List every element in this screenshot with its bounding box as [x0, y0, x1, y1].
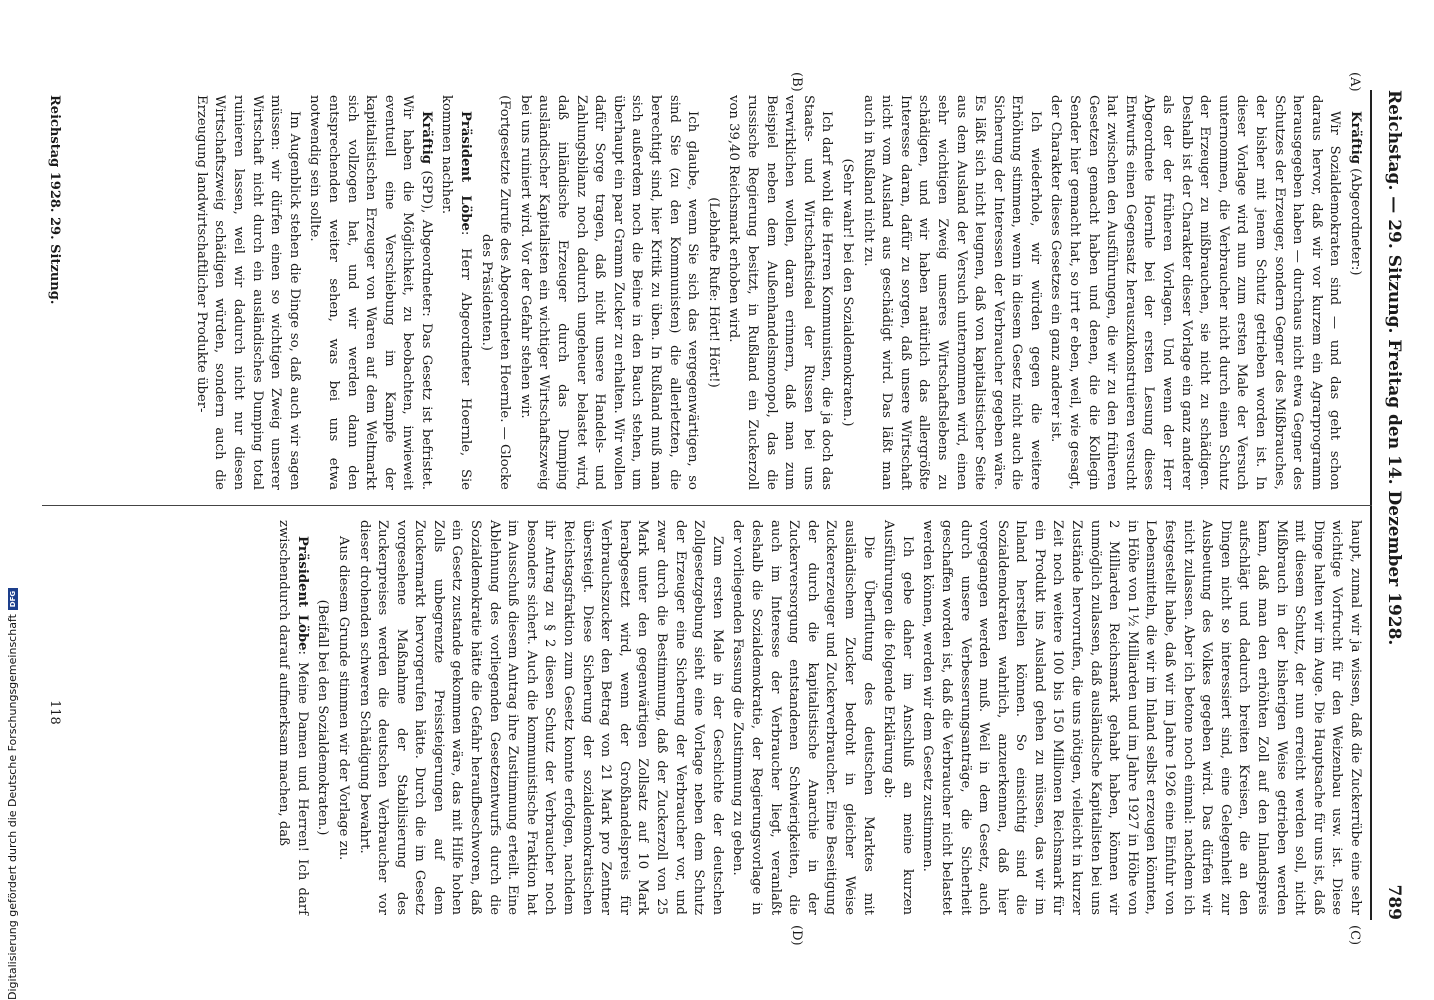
paragraph [1345, 95, 1364, 490]
paragraph-text: Im Augenblick stehen die Dinge so, daß auch wir sagen müssen: wir dürfen einen so wichtigen Zweig unserer Wirtschaft nicht durch ein ausländisches Dumping total ruinieren lassen, weil wir dadurch nicht nur diesen Wirtschaftszweig schädigen würden, sondern auch die Erzeugung landwirtschaftlicher Produkte über- [193, 95, 302, 490]
paragraph-text: (Fortgesetzte Zurufe des Abgeordneten Hoernle. — Glocke des Präsidenten.) [478, 95, 513, 490]
paragraph [305, 95, 435, 490]
paragraph-text: : Herr Abgeordneter Hoernle, Sie kommen nachher. [439, 95, 474, 490]
speaker-name: Präsident Löbe [458, 111, 474, 231]
paragraph-text: (Abgeordneter:) [1348, 163, 1363, 276]
paragraph-text: (SPD), Abgeordneter: Das Gesetz ist befristet. Wir haben die Möglichkeit, zu beobachten, inwieweit eventuell eine Verschiebung im Kampfe der kapitalistischen Erzeuger von Waren auf dem Weltmarkt sich vollzogen hat, und wir werden dann den entsprechenden weiter sehen, was bei uns etwa notwendig sein sollte. [307, 95, 434, 490]
margin-mark-b: (B) [789, 72, 804, 92]
dfg-logo: DFG [8, 588, 18, 610]
paragraph [703, 95, 722, 490]
paragraph-text: (Sehr wahr! bei den Sozialdemokraten.) [839, 158, 855, 427]
margin-mark-c: (C) [1347, 925, 1362, 946]
paragraph [476, 95, 513, 490]
paragraph [313, 520, 332, 915]
paragraph-text: Zum ersten Male in der Geschichte der deutschen Zollgesetzgebung sieht eine Vorlage neben dem Schutz der Erzeuger eine Sicherung der Verbraucher vor, und zwar durch die Bestimmung, daß der Zuckerzoll von 25 Mark unter den gegenwärtigen Zollsatz auf 10 Mark herabgesetzt wird, wenn der Großhandelspreis für Verbrauchszucker den Betrag von 21 Mark pro Zentner übersteigt. Diese Sicherung der sozialdemokratischen Reichstagsfraktion zum Gesetz konnte erfolgen, nachdem ihr Antrag zu § 2 diesen Schutz der Verbraucher noch besonders sichert. Auch die kommunistische Fraktion hat im Ausschuß diesem Antrag ihre Zustimmung erteilt. Eine Ablehnung des vorliegenden Gesetzentwurfs durch die Sozialdemokratie hätte die Gefahr heraufbeschworen, daß ein Gesetz zustande gekommen wäre, das mit Hilfe hohen Zolls unbegrenzte Preissteigerungen auf dem Zuckermarkt hervorgerufen hätte. Durch die im Gesetz vorgesehene Maßnahme der Stabilisierung des Zuckerpreises werden die deutschen Verbraucher vor dieser drohenden schweren Schädigung bewahrt. [356, 520, 725, 915]
paragraph [724, 95, 836, 490]
paragraph-text: haupt, zumal wir ja wissen, daß die Zuckerrübe eine sehr wichtige Vorfrucht für den Weizenbau usw. ist. Diese Dinge halten wir im Auge. Die Hauptsache für uns ist, daß mit diesem Schutz, der nun erreicht werden soll, nicht Mißbrauch in der bisherigen Weise getrieben werden kann, daß man den erhöhten Zoll auf den Inlandspreis aufschlägt und dadurch breiten Kreisen, die an den Dingen nicht so interessiert sind, eine Gelegenheit zur Ausbeutung des Volkes gegeben wird. Das dürfen wir nicht zulassen. Aber ich betone noch einmal: nachdem ich festgestellt habe, daß wir im Jahre 1926 eine Einfuhr von Lebensmitteln, die wir im Inland selbst erzeugen könnten, in Höhe von 1½ Milliarden und im Jahre 1927 in Höhe von 2 Milliarden Reichsmark gehabt haben, können wir unmöglich zulassen, daß ausländische Kapitalisten bei uns Zustände hervorrufen, die uns nötigen, vielleicht in kurzer Zeit noch weitere 100 bis 150 Millionen Reichsmark für ein Produkt ins Ausland gehen zu müssen, das wir im Inland herstellen können. So einsichtig sind die Sozialdemokraten wahrlich, anzuerkennen, daß hier vorgegangen werden muß. Weil in dem Gesetz, auch durch unsere Verbesserungsanträge, die Sicherheit geschaffen worden ist, daß die Verbraucher nicht belastet werden können, werden wir dem Gesetz zustimmen. [920, 520, 1363, 915]
footer-session: Reichstag 1928. 29. Sitzung. [47, 95, 62, 305]
running-head: Reichstag. — 29. Sitzung. Freitag den 14. Dezember 1928. [1384, 90, 1404, 646]
paragraph [858, 95, 1044, 490]
paragraph-text: Ich gebe daher im Anschluß an meine kurzen Ausführungen die folgende Erklärung ab: [881, 520, 915, 915]
funding-note-text: Digitalisierung gefördert durch die Deutsche Forschungsgemeinschaft [6, 614, 19, 1000]
page-number: 789 [1384, 884, 1404, 920]
paragraph-text: Aus diesem Grunde stimmen wir der Vorlage zu. [335, 536, 351, 861]
paragraph [728, 520, 877, 915]
paragraph [837, 95, 856, 490]
footer-number: 118 [47, 700, 62, 725]
left-column [189, 95, 1364, 490]
paragraph-text: Ich wiederhole, wir würden gegen die weitere Erhöhung stimmen, wenn in diesem Gesetz nicht auch die Sicherung der Interessen der Verbraucher gegeben wäre. Es läßt sich nicht leugnen, daß von kapitalistischer Seite aus dem Ausland der Versuch unternommen wird, einen sehr wichtigen Zweig unseres Wirtschaftslebens zu schädigen, und wir haben natürlich das allergrößte Interesse daran, dafür zu sorgen, daß unsere Wirtschaft nicht vom Ausland aus geschädigt wird. Das läßt man auch in Rußland nicht zu. [860, 95, 1043, 490]
column-rule [42, 505, 1372, 506]
paragraph-text: Die Überflutung des deutschen Marktes mit ausländischem Zucker bedroht in gleicher Weise Zuckererzeuger und Zuckerverbraucher. Eine Beseitigung der durch die kapitalistische Anarchie in der Zuckerversorgung entstandenen Schwierigkeiten, die auch im Interesse der Verbraucher liegt, veranlaßt deshalb die Sozialdemokratie, der Regierungsvorlage in der vorliegenden Fassung die Zustimmung zu geben. [730, 520, 876, 915]
paragraph [515, 95, 701, 490]
paragraph-text: Ich darf wohl die Herren Kommunisten, die ja doch das Staats- und Wirtschaftsideal der Russen bei uns verwirklichen wollen, daran erinnern, daß man zum Beispiel neben dem Außenhandelsmonopol, das die russische Regierung besitzt, in Rußland ein Zuckerzoll von 39,40 Reichsmark erhoben wird. [726, 95, 835, 490]
speaker-name: Kräftig [1348, 111, 1363, 164]
margin-mark-d: (D) [789, 925, 804, 946]
paragraph [879, 520, 916, 915]
paragraph [333, 520, 352, 915]
paragraph [437, 95, 474, 490]
paragraph-text: Ich glaube, wenn Sie sich das vergegenwärtigen, so sind Sie (zu den Kommunisten) die allerletzten, die berechtigt sind, hier Kritik zu üben. In Rußland muß man sich außerdem noch die Beine in den Bauch stehen, um überhaupt ein paar Gramm Zucker zu erhalten. Wir wollen dafür Sorge tragen, daß nicht unsere Handels- und Zahlungsbilanz noch dadurch ungeheuer belastet wird, daß inländische Erzeuger durch das Dumping ausländischer Kapitalisten ein wichtiger Wirtschaftszweig bei uns ruiniert wird. Vor der Gefahr stehen wir. [517, 95, 701, 490]
paragraph [191, 95, 303, 490]
page-header [1374, 90, 1414, 920]
paragraph-text: : Meine Damen und Herren! Ich darf zwischendurch darauf aufmerksam machen, daß [276, 520, 310, 916]
paragraph [918, 520, 1364, 915]
paragraph [274, 520, 311, 915]
paragraph-text: Wir Sozialdemokraten sind — und das geht schon daraus hervor, daß wir vor kurzem ein Agrarprogramm herausgegeben haben — durchaus nicht etwa Gegner des Schutzes der Erzeuger, sondern Gegner des Mißbrauches, der bisher mit jenem Schutz getrieben worden ist. In dieser Vorlage wird nun zum ersten Male der Versuch unternommen, die Verbraucher nicht durch einen Schutz der Erzeuger zu mißbrauchen, sie nicht zu schädigen. Deshalb ist der Charakter dieser Vorlage ein ganz anderer als der der früheren Vorlagen. Und wenn der Herr Abgeordnete Hoernle bei der ersten Lesung dieses Entwurfs einen Gegensatz herauszukonstruieren versucht hat zwischen den Ausführungen, die wir zu den früheren Gesetzen gemacht haben und denen, die die Kollegin Sender hier gemacht hat, so irrt er eben, weil, wie gesagt, der Charakter dieses Gesetzes ein ganz anderer ist. [1048, 95, 1343, 490]
paragraph-text: (Beifall bei den Sozialdemokraten.) [315, 599, 331, 836]
speaker-name: Kräftig [418, 111, 434, 164]
paragraph [1046, 95, 1344, 490]
paragraph [354, 520, 726, 915]
paragraph-text: (Lebhafte Rufe: Hört! Hört!) [705, 197, 721, 388]
margin-mark-a: (A) [1347, 72, 1362, 92]
right-column [272, 520, 1364, 915]
speaker-name: Präsident Löbe [294, 536, 310, 651]
